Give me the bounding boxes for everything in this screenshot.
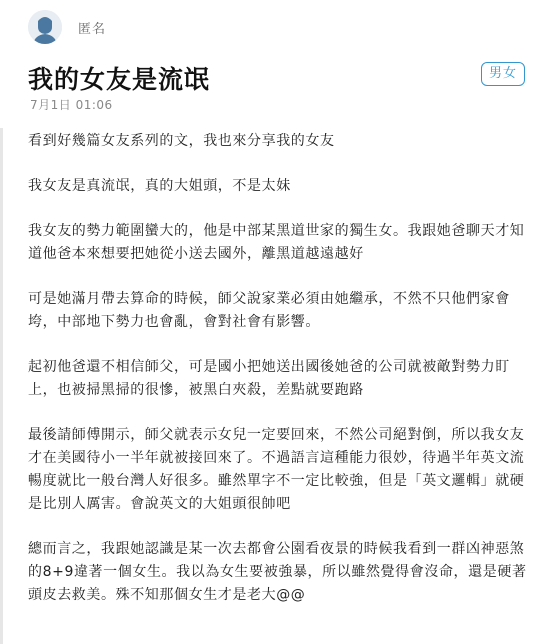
left-edge-rule [0,128,3,644]
author-name[interactable]: 匿名 [78,21,107,37]
post-title: 我的女友是流氓 [28,65,211,94]
avatar[interactable] [28,10,62,44]
post-paragraph: 我女友是真流氓，真的大姐頭，不是太妹 [28,178,291,194]
post-paragraph: 最後請師傅開示，師父就表示女兒一定要回來，不然公司絕對倒，所以我女友才在美國待小一半年就被接回來了。不過語言這種能力很妙，待過半年英文流暢度就比一般台灣人好很多。雖然單字不一定比較強，但是「英文邏輯」就硬是比別人厲害。會說英文的大姐頭很帥吧 [28,427,525,512]
post-date: 7月1日 01:06 [30,98,113,112]
post-paragraph: 總而言之，我跟她認識是某一次去都會公園看夜景的時候我看到一群凶神惡煞的8+9違著一個女生。我以為女生要被強暴，所以雖然覺得會沒命，還是硬著頭皮去救美。殊不知那個女生才是老大@@ [28,541,527,603]
post-paragraph: 看到好幾篇女友系列的文，我也來分享我的女友 [28,133,335,149]
board-badge[interactable]: 男女 [481,62,525,86]
post-paragraph: 起初他爸還不相信師父，可是國小把她送出國後她爸的公司就被敵對勢力盯上，也被掃黑掃的很慘，被黑白夾殺，差點就要跑路 [28,359,510,398]
post-paragraph: 我女友的勢力範圍蠻大的，他是中部某黑道世家的獨生女。我跟她爸聊天才知道他爸本來想要把她從小送去國外，離黑道越遠越好 [28,223,525,262]
post-header [28,10,106,44]
post-content [28,130,528,629]
post-paragraph: 可是她滿月帶去算命的時候，師父說家業必須由她繼承，不然不只他們家會垮，中部地下勢力也會亂，會對社會有影響。 [28,291,510,330]
anonymous-user-icon [28,10,62,44]
